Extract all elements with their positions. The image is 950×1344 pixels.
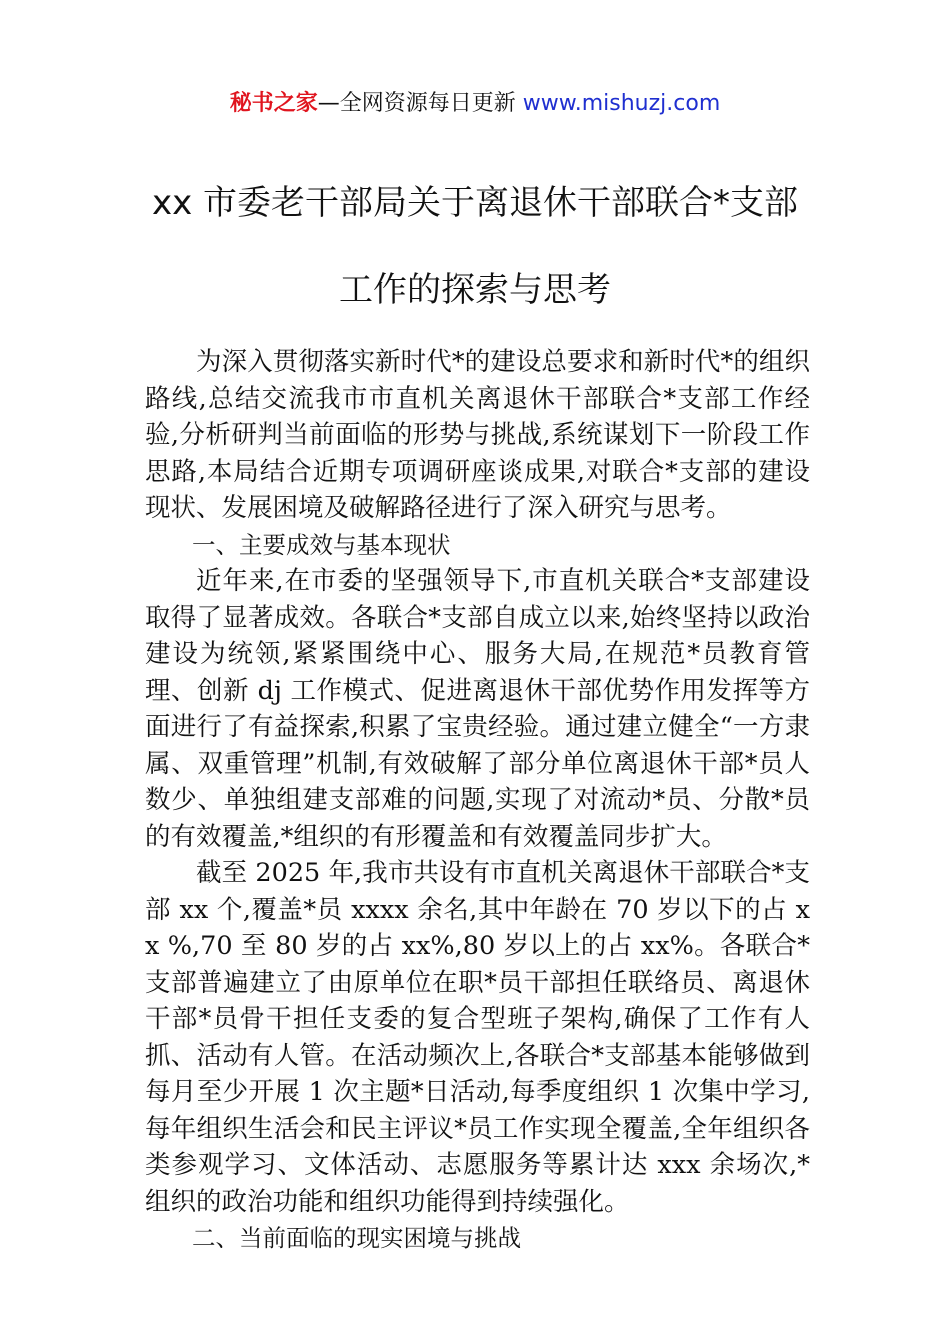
body-paragraph: 近年来,在市委的坚强领导下,市直机关联合*支部建设取得了显著成效。各联合*支部自成立以来,始终坚持以政治建设为统领,紧紧围绕中心、服务大局,在规范*员教育管理、创新 dj 工作模式、促进离退休干部优势作用发挥等方面进行了有益探索,积累了宝贵经验。通过建立健全“一方隶属、双重管理”机制,有效破解了部分单位离退休干部*员人数少、单独组建支部难的问题,实现了对流动*员、分散*员的有效覆盖,*组织的有形覆盖和有效覆盖同步扩大。 bbox=[145, 566, 810, 852]
section-heading-1: 一、主要成效与基本现状 bbox=[192, 530, 451, 559]
site-url-link[interactable]: www.mishuzj.com bbox=[522, 91, 721, 116]
document-body bbox=[145, 344, 810, 1257]
intro-paragraph: 为深入贯彻落实新时代*的建设总要求和新时代*的组织路线,总结交流我市市直机关离退休干部联合*支部工作经验,分析研判当前面临的形势与挑战,系统谋划下一阶段工作思路,本局结合近期专项调研座谈成果,对联合*支部的建设现状、发展困境及破解路径进行了深入研究与思考。 bbox=[145, 347, 810, 523]
site-slogan: —全网资源每日更新 bbox=[317, 91, 516, 116]
document-title bbox=[100, 160, 850, 334]
site-name[interactable]: 秘书之家 bbox=[229, 91, 318, 116]
site-header bbox=[0, 88, 950, 120]
title-line-2: 工作的探索与思考 bbox=[339, 270, 611, 310]
body-paragraph: 截至 2025 年,我市共设有市直机关离退休干部联合*支部 xx 个,覆盖*员 xxxx 余名,其中年龄在 70 岁以下的占 xx %,70 至 80 岁的占 xx%,80 岁以上的占 xx%。各联合*支部普遍建立了由原单位在职*员干部担任联络员、离退休干部*员骨干担任支委的复合型班子架构,确保了工作有人抓、活动有人管。在活动频次上,各联合*支部基本能够做到每月至少开展 1 次主题*日活动,每季度组织 1 次集中学习,每年组织生活会和民主评议*员工作实现全覆盖,全年组织各类参观学习、文体活动、志愿服务等累计达 xxx 余场次,*组织的政治功能和组织功能得到持续强化。 bbox=[145, 858, 810, 1217]
section-heading-2: 二、当前面临的现实困境与挑战 bbox=[192, 1224, 521, 1252]
title-line-1: xx 市委老干部局关于离退休干部联合*支部 bbox=[151, 183, 799, 223]
